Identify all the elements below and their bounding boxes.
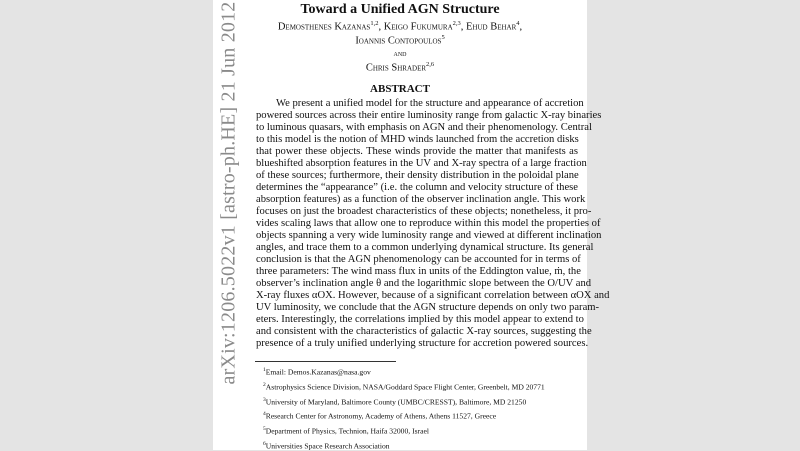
abstract-line: focuses on just the broadest characteristics of these objects; nonetheless, it pro-	[256, 206, 592, 217]
abstract-line: We present a unified model for the structure and appearance of accretion	[276, 98, 584, 109]
abstract-line: to luminous quasars, with emphasis on AGN and their phenomenology. Central	[256, 122, 592, 133]
abstract-line: vides scaling laws that allow one to reproduce within this model the properties of	[256, 218, 601, 229]
footnote	[263, 397, 526, 407]
arxiv-stamp: arXiv:1206.5022v1 [astro-ph.HE] 21 Jun 2012	[217, 1, 240, 385]
footnote-rule	[255, 361, 396, 362]
footnote-text: Astrophysics Science Division, NASA/Goddard Space Flight Center, Greenbelt, MD 20771	[265, 382, 545, 392]
abstract-line: powered sources across their entire luminosity range from galactic X-ray binaries	[256, 110, 602, 121]
footnote-number: 3	[263, 396, 266, 403]
abstract-line: of these sources; furthermore, their density distribution in the poloidal plane	[256, 170, 579, 181]
author-and: and	[393, 48, 407, 58]
abstract-body	[256, 98, 610, 350]
footnote	[263, 441, 390, 451]
abstract-heading: ABSTRACT	[370, 83, 430, 95]
footnote-text: University of Maryland, Baltimore County (UMBC/CRESST), Baltimore, MD 21250	[265, 397, 527, 407]
abstract-line: observer’s inclination angle θ and the logarithmic slope between the O/UV and	[256, 278, 592, 289]
abstract-line: that power these objects. These winds provide the matter that manifests as	[256, 146, 578, 157]
footnote-number: 2	[263, 381, 266, 388]
footnote-text: Universities Space Research Association	[265, 441, 390, 451]
abstract-line: blueshifted absorption features in the UV and X-ray spectra of a large fraction	[256, 158, 587, 169]
footnote-text: Email: Demos.Kazanas@nasa.gov	[265, 367, 371, 377]
paper-title: Toward a Unified AGN Structure	[300, 2, 500, 17]
footnote	[263, 382, 545, 392]
footnote	[263, 426, 429, 436]
abstract-line: determines the “appearance” (i.e. the column and velocity structure of these	[256, 182, 578, 193]
abstract-line: angles, and trace them to a common underlying dynamical structure. Its general	[256, 242, 594, 253]
footnote-number: 4	[263, 411, 266, 418]
author-line-1: Demosthenes Kazanas$^{1,2}$, Keigo Fukumura$^{2,3}$, Ehud Behar$^4$,	[277, 20, 523, 33]
footnote	[263, 411, 496, 421]
abstract-line: three parameters: The wind mass flux in units of the Eddington value, ṁ, the	[256, 266, 581, 277]
abstract-line: and consistent with the characteristics of galactic X-ray sources, suggesting the	[256, 326, 592, 337]
author-line-3: Chris Shrader$^{2,6}$	[365, 61, 435, 74]
footnote-text: Department of Physics, Technion, Haifa 32000, Israel	[265, 426, 429, 436]
abstract-line: conclusion is that the AGN phenomenology can be accounted for in terms of	[256, 254, 581, 265]
abstract-line: objects spanning a very wide luminosity range and viewed at different inclination	[256, 230, 602, 241]
footnote-number: 1	[263, 367, 266, 373]
footnote-number: 5	[263, 426, 266, 433]
footnote	[263, 367, 371, 377]
abstract-line: to this model is the notion of MHD winds launched from the accretion disks	[256, 134, 579, 145]
author-line-2: Ioannis Contopoulos$^5$	[355, 34, 445, 47]
abstract-line: eters. Interestingly, the correlations implied by this model appear to extend to	[256, 314, 584, 325]
footnote-number: 6	[263, 441, 266, 447]
abstract-line: X-ray fluxes αOX. However, because of a significant correlation between αOX and	[256, 290, 610, 301]
footnote-text: Research Center for Astronomy, Academy of Athens, Athens 11527, Greece	[265, 411, 497, 421]
abstract-line: presence of a truly unified underlying structure for accretion powered sources.	[256, 338, 589, 349]
abstract-line: absorption features) as a function of the observer inclination angle. This work	[256, 194, 586, 205]
abstract-line: UV luminosity, we conclude that the AGN structure depends on only two param-	[256, 302, 600, 313]
